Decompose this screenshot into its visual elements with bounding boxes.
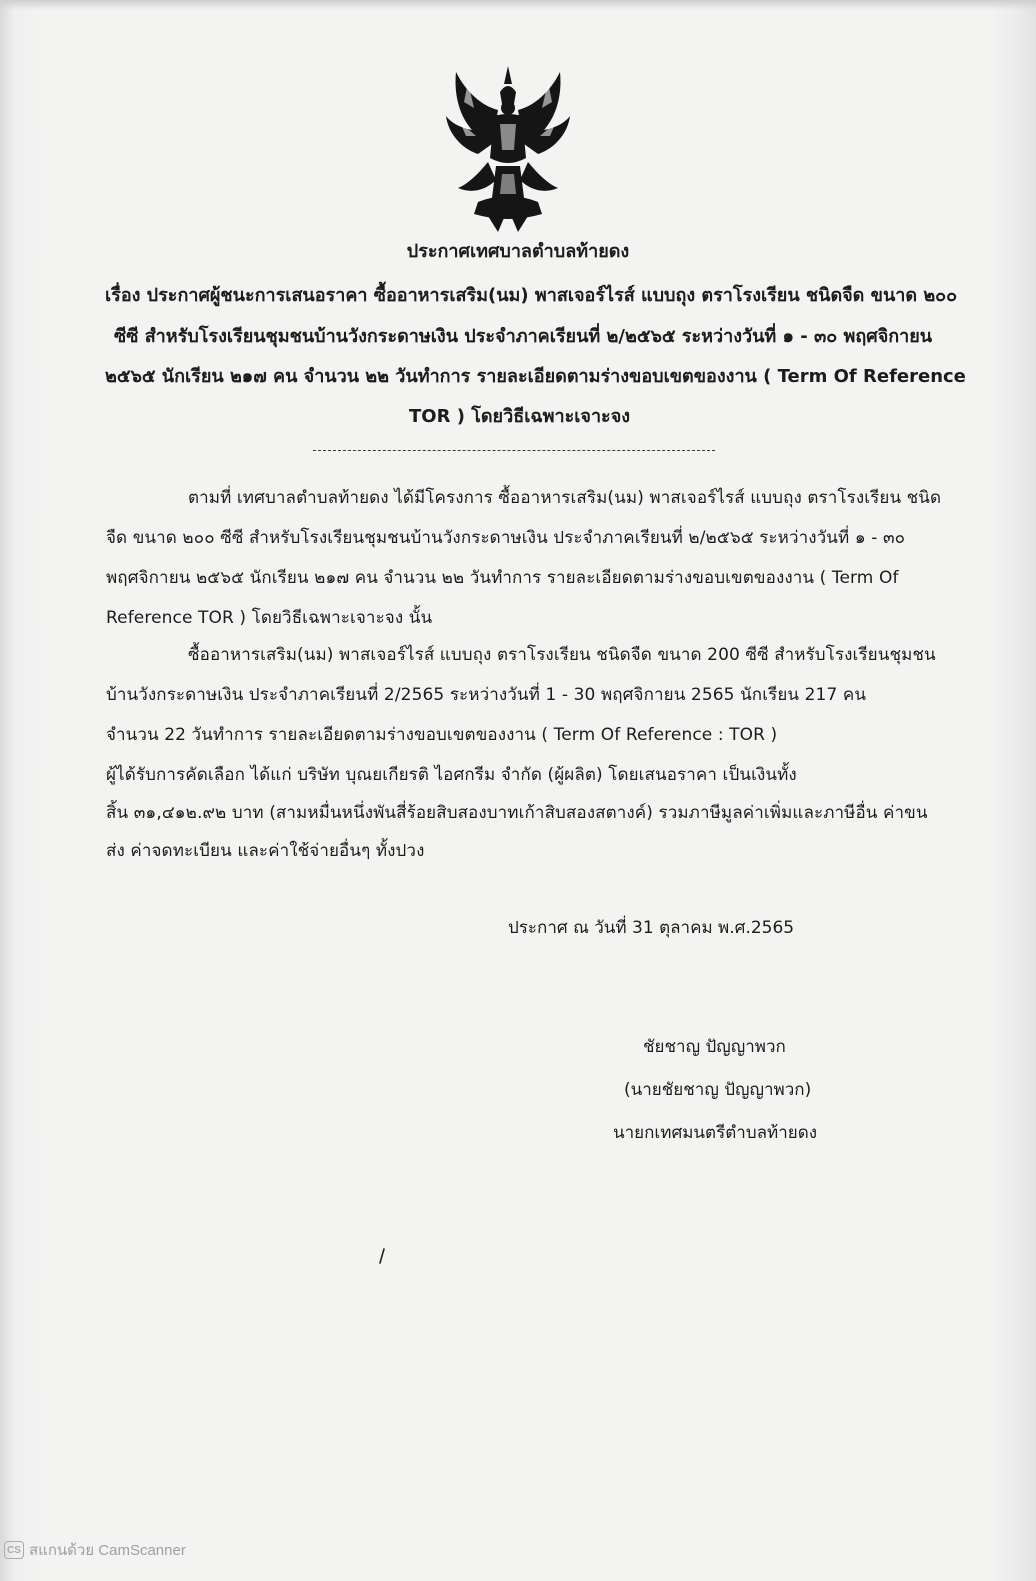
paragraph2-line-4: ผู้ได้รับการคัดเลือก ได้แก่ บริษัท บุณยเกียรติ ไอศกรีม จำกัด (ผู้ผลิต) โดยเสนอราคา เป็นเงินทั้ง: [106, 765, 797, 785]
dashed-divider: [313, 450, 715, 451]
subject-line-1: เรื่อง ประกาศผู้ชนะการเสนอราคา ซื้ออาหารเสริม(นม) พาสเจอร์ไรส์ แบบถุง ตราโรงเรียน ชนิดจืด ขนาด ๒๐๐: [105, 285, 958, 306]
scan-top-edge: [0, 0, 1036, 10]
subject-line-4: TOR ) โดยวิธีเฉพาะเจาะจง: [409, 406, 631, 427]
announce-date: ประกาศ ณ วันที่ 31 ตุลาคม พ.ศ.2565: [508, 918, 795, 938]
paragraph1-line-3: พฤศจิกายน ๒๕๖๕ นักเรียน ๒๑๗ คน จำนวน ๒๒ วันทำการ รายละเอียดตามร่างขอบเขตของงาน ( Term Of: [106, 568, 899, 588]
subject-line-3: ๒๕๖๕ นักเรียน ๒๑๗ คน จำนวน ๒๒ วันทำการ รายละเอียดตามร่างขอบเขตของงาน ( Term Of Reference: [105, 366, 966, 387]
camscanner-label: สแกนด้วย CamScanner: [29, 1542, 186, 1559]
paragraph2-line-3: จำนวน 22 วันทำการ รายละเอียดตามร่างขอบเขตของงาน ( Term Of Reference : TOR ): [106, 725, 778, 745]
paragraph1-line-4: Reference TOR ) โดยวิธีเฉพาะเจาะจง นั้น: [106, 608, 433, 628]
camscanner-logo-icon: CS: [4, 1541, 24, 1559]
subject-line-2: ซีซี สำหรับโรงเรียนชุมชนบ้านวังกระดาษเงิน ประจำภาคเรียนที่ ๒/๒๕๖๕ ระหว่างวันที่ ๑ - ๓๐ พฤศจิกายน: [114, 326, 933, 347]
paragraph2-line-5: สิ้น ๓๑,๔๑๒.๙๒ บาท (สามหมื่นหนึ่งพันสี่ร้อยสิบสองบาทเก้าสิบสองสตางค์) รวมภาษีมูลค่าเพิ่มและภาษีอื่น ค่าขน: [106, 803, 928, 823]
paragraph1-line-2: จืด ขนาด ๒๐๐ ซีซี สำหรับโรงเรียนชุมชนบ้านวังกระดาษเงิน ประจำภาคเรียนที่ ๒/๒๕๖๕ ระหว่างวันที่ ๑ - ๓๐: [106, 528, 906, 548]
garuda-emblem-icon: [438, 62, 578, 234]
stray-pen-mark: [378, 1248, 386, 1264]
paragraph1-line-1: ตามที่ เทศบาลตำบลท้ายดง ได้มีโครงการ ซื้ออาหารเสริม(นม) พาสเจอร์ไรส์ แบบถุง ตราโรงเรียน ชนิด: [188, 488, 942, 508]
paragraph2-line-6: ส่ง ค่าจดทะเบียน และค่าใช้จ่ายอื่นๆ ทั้งปวง: [106, 841, 425, 861]
camscanner-footer: [4, 1538, 186, 1562]
signatory-position: นายกเทศมนตรีตำบลท้ายดง: [613, 1123, 818, 1143]
signature-name: ชัยชาญ ปัญญาพวก: [643, 1037, 786, 1057]
signatory-full-name: (นายชัยชาญ ปัญญาพวก): [624, 1080, 812, 1100]
paragraph2-line-1: ซื้ออาหารเสริม(นม) พาสเจอร์ไรส์ แบบถุง ตราโรงเรียน ชนิดจืด ขนาด 200 ซีซี สำหรับโรงเรียนชุมชน: [188, 645, 936, 665]
document-title: ประกาศเทศบาลตำบลท้ายดง: [406, 241, 630, 262]
paragraph2-line-2: บ้านวังกระดาษเงิน ประจำภาคเรียนที่ 2/2565 ระหว่างวันที่ 1 - 30 พฤศจิกายน 2565 นักเรียน 217 คน: [106, 685, 867, 705]
